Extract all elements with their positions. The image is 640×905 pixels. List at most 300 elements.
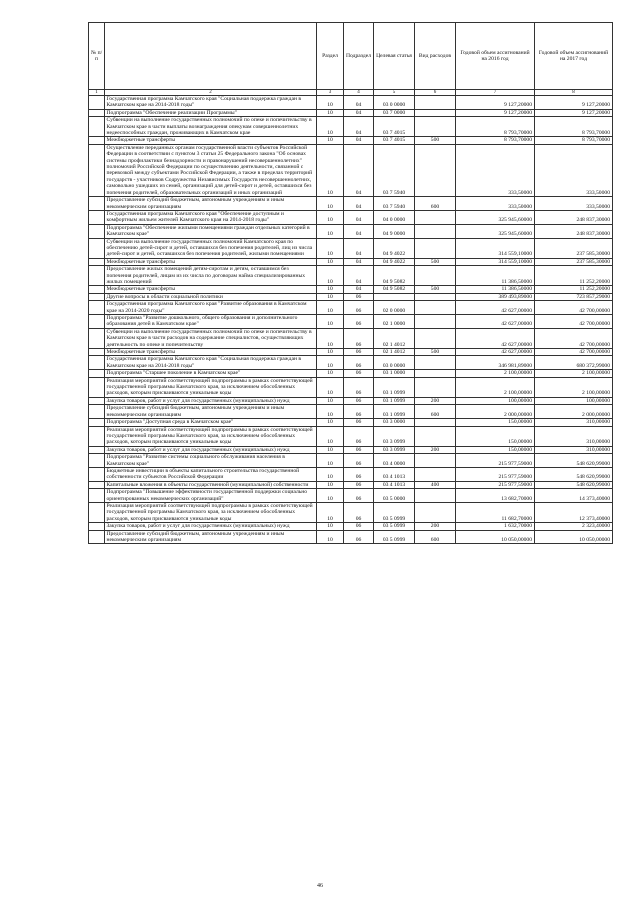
row-statya: 03 4 1013 [374,481,415,488]
row-amount-2016: 100,00000 [456,397,535,404]
row-name: Государственная программа Камчатского края "Социальная поддержка граждан в Камчатском крае на 2014-2018 годы" [105,356,317,370]
row-podrazdel: 04 [344,144,374,196]
table-row [89,293,613,300]
row-podrazdel: 04 [344,197,374,211]
row-vid [415,377,456,397]
row-vid [415,467,456,481]
row-podrazdel: 06 [344,397,374,404]
row-amount-2017: 310,00000 [535,419,613,426]
row-amount-2016: 11 386,50000 [456,286,535,293]
row-name: Осуществление переданных органам государственной власти субъектов Российской Федерации в соответствии с пунктом 3 статьи 25 Федерального закона "Об основах системы профилактики безнадзорности и правонарушений несовершеннолетних" полномочий Российской Федерации по осуществлению деятельности, связанной с перевозкой между субъектами Российской Федерации, а также в пределах территорий государств - участников Содружества Независимых Государств несовершеннолетних, самовольно ушедших из семей, организаций для детей-сирот и детей, оставшихся без попечения родителей, образовательных организаций и иных организаций [105,144,317,196]
row-vid [415,109,456,116]
row-statya: 03 4 0000 [374,454,415,468]
row-razdel: 10 [317,293,344,300]
row-amount-2016: 346 981,89000 [456,356,535,370]
row-vid [415,117,456,137]
table-row [89,349,613,356]
column-number: 4 [344,90,374,96]
table-row [89,258,613,265]
row-vid [415,454,456,468]
row-number [89,109,105,116]
row-number [89,530,105,544]
row-amount-2016: 215 977,59000 [456,481,535,488]
row-name: Субвенции на выполнение государственных полномочий Камчатского края по обеспечению детей-сирот и детей, оставшихся без попечения родителей, лиц из числа детей-сирот и детей, оставшихся без попечения родителей, жилыми помещениями [105,238,317,258]
row-number [89,454,105,468]
row-vid: 600 [415,405,456,419]
header-num: № п/п [89,23,105,90]
row-amount-2017: 237 585,30000 [535,238,613,258]
row-statya: 03 0 0000 [374,356,415,370]
row-amount-2017: 248 837,30000 [535,210,613,224]
row-vid [415,328,456,348]
row-amount-2016: 42 627,00000 [456,301,535,315]
row-statya: 02 0 0000 [374,301,415,315]
table-row [89,489,613,503]
row-razdel: 10 [317,356,344,370]
table-row [89,481,613,488]
table-row [89,446,613,453]
row-vid: 600 [415,530,456,544]
row-vid [415,224,456,238]
row-podrazdel: 06 [344,349,374,356]
row-amount-2017: 333,50000 [535,197,613,211]
row-amount-2016: 42 627,00000 [456,315,535,329]
row-podrazdel: 04 [344,286,374,293]
header-name [105,23,317,90]
row-number [89,96,105,110]
column-number: 1 [89,90,105,96]
table-row [89,266,613,286]
row-number [89,467,105,481]
row-razdel: 10 [317,197,344,211]
row-amount-2017: 42 700,00000 [535,301,613,315]
row-vid [415,293,456,300]
row-amount-2017: 248 837,30000 [535,224,613,238]
row-amount-2017: 9 127,20000 [535,109,613,116]
row-amount-2016: 42 627,00000 [456,349,535,356]
row-podrazdel: 04 [344,117,374,137]
row-vid: 200 [415,446,456,453]
row-amount-2016: 215 977,59000 [456,454,535,468]
header-vid: Вид расходов [415,23,456,90]
table-row [89,377,613,397]
row-vid: 200 [415,523,456,530]
row-statya: 03 1 0999 [374,397,415,404]
row-statya: 03 1 0000 [374,370,415,377]
table-row [89,454,613,468]
row-number [89,328,105,348]
table-row [89,286,613,293]
row-amount-2016: 42 627,00000 [456,328,535,348]
row-amount-2016: 10 050,00000 [456,530,535,544]
row-amount-2016: 150,00000 [456,426,535,446]
row-amount-2016: 2 000,00000 [456,405,535,419]
table-row [89,328,613,348]
row-vid [415,356,456,370]
row-podrazdel: 06 [344,523,374,530]
table-body [89,96,613,544]
row-number [89,238,105,258]
row-razdel: 10 [317,210,344,224]
row-vid: 500 [415,258,456,265]
row-name: Подпрограмма "Доступная среда в Камчатском крае" [105,419,317,426]
row-vid: 200 [415,397,456,404]
row-number [89,419,105,426]
row-amount-2017: 11 252,20000 [535,286,613,293]
row-name: Предоставление субсидий бюджетным, автономным учреждениям и иным некоммерческим организациям [105,197,317,211]
row-name: Межбюджетные трансферты [105,286,317,293]
row-podrazdel: 06 [344,426,374,446]
row-amount-2016: 314 559,10000 [456,258,535,265]
row-amount-2017: 237 585,30000 [535,258,613,265]
row-number [89,370,105,377]
row-vid [415,489,456,503]
table-row [89,301,613,315]
row-statya: 03 3 0999 [374,426,415,446]
table-row [89,109,613,116]
row-podrazdel: 04 [344,137,374,144]
row-razdel: 10 [317,301,344,315]
table-row [89,137,613,144]
row-amount-2016: 8 793,70000 [456,137,535,144]
row-number [89,502,105,522]
header-statya: Целевая статья [374,23,415,90]
table-row [89,197,613,211]
row-statya: 03 5 0999 [374,502,415,522]
row-name: Подпрограмма "Старшее поколение в Камчатском крае" [105,370,317,377]
row-podrazdel: 06 [344,530,374,544]
row-statya: 03 7 5940 [374,144,415,196]
row-name: Бюджетные инвестиции в объекты капитального строительства государственной собственности субъектов Российской Федерации [105,467,317,481]
row-amount-2017: 2 100,00000 [535,370,613,377]
row-razdel: 10 [317,481,344,488]
row-podrazdel: 06 [344,481,374,488]
row-number [89,481,105,488]
table-row [89,419,613,426]
row-number [89,117,105,137]
row-number [89,286,105,293]
row-statya: 03 7 5940 [374,197,415,211]
row-name: Субвенции на выполнение государственных полномочий по опеке и попечительству в Камчатском крае в части выплаты вознаграждения опекунам совершеннолетних недееспособных граждан, проживающих в Камчатском крае [105,117,317,137]
row-name: Реализация мероприятий соответствующей подпрограммы в рамках соответствующей государственной программы Камчатского края, за исключением обособленных расходов, которым присваиваются уникальные коды [105,502,317,522]
row-amount-2017: 8 793,70000 [535,137,613,144]
header-2016: Годовой объем ассигнований на 2016 год [456,23,535,90]
row-razdel: 10 [317,426,344,446]
row-vid [415,370,456,377]
row-vid [415,144,456,196]
row-name: Другие вопросы в области социальной политики [105,293,317,300]
row-amount-2017: 548 620,99000 [535,467,613,481]
table-row [89,523,613,530]
row-amount-2017: 2 000,00000 [535,405,613,419]
row-razdel: 10 [317,286,344,293]
table-row [89,210,613,224]
row-name: Межбюджетные трансферты [105,349,317,356]
row-razdel: 10 [317,117,344,137]
table-header-row [89,23,613,90]
row-number [89,405,105,419]
row-podrazdel: 06 [344,315,374,329]
row-statya: 04 9 5082 [374,266,415,286]
row-amount-2017: 548 620,99000 [535,454,613,468]
table-row [89,405,613,419]
row-razdel: 10 [317,530,344,544]
column-number: 2 [105,90,317,96]
row-amount-2016: 2 100,00000 [456,377,535,397]
row-vid [415,315,456,329]
row-razdel: 10 [317,349,344,356]
row-number [89,210,105,224]
row-number [89,446,105,453]
row-name: Межбюджетные трансферты [105,258,317,265]
row-statya: 03 4 1013 [374,467,415,481]
row-name: Государственная программа Камчатского края "Социальная поддержка граждан в Камчатском крае на 2014-2018 годы" [105,96,317,110]
row-podrazdel: 04 [344,96,374,110]
row-statya: 02 1 4012 [374,349,415,356]
row-amount-2016: 150,00000 [456,446,535,453]
row-statya: 03 5 0000 [374,489,415,503]
row-vid [415,502,456,522]
row-razdel: 10 [317,405,344,419]
row-razdel: 10 [317,266,344,286]
row-name: Государственная программа Камчатского края "Обеспечение доступным и комфортным жильем жителей Камчатского края на 2014-2018 годы" [105,210,317,224]
row-podrazdel: 04 [344,224,374,238]
row-amount-2016: 1 632,70000 [456,523,535,530]
table-row [89,238,613,258]
row-vid [415,266,456,286]
budget-table [88,22,613,544]
row-razdel: 10 [317,446,344,453]
row-statya: 03 7 4015 [374,137,415,144]
row-statya: 04 0 0000 [374,210,415,224]
row-statya: 03 1 0999 [374,377,415,397]
header-podrazdel: Подраздел [344,23,374,90]
row-name: Предоставление жилых помещений детям-сиротам и детям, оставшимся без попечения родителей, лицам из их числа по договорам найма специализированных жилых помещений [105,266,317,286]
row-razdel: 10 [317,144,344,196]
row-vid: 500 [415,137,456,144]
row-name: Закупка товаров, работ и услуг для государственных (муниципальных) нужд [105,523,317,530]
row-amount-2016: 389 493,89000 [456,293,535,300]
row-razdel: 10 [317,502,344,522]
row-vid: 600 [415,197,456,211]
row-amount-2016: 9 127,20000 [456,96,535,110]
row-podrazdel: 06 [344,293,374,300]
row-number [89,523,105,530]
row-number [89,224,105,238]
table-row [89,426,613,446]
row-amount-2017: 8 793,70000 [535,117,613,137]
row-amount-2016: 150,00000 [456,419,535,426]
row-razdel: 10 [317,224,344,238]
row-vid: 400 [415,481,456,488]
row-number [89,301,105,315]
row-podrazdel: 06 [344,454,374,468]
row-amount-2016: 333,50000 [456,144,535,196]
row-razdel: 10 [317,238,344,258]
row-name: Подпрограмма "Обеспечение реализации Программы" [105,109,317,116]
row-number [89,258,105,265]
row-vid [415,210,456,224]
row-razdel: 10 [317,377,344,397]
table-row [89,356,613,370]
row-vid [415,419,456,426]
row-amount-2017: 9 127,20000 [535,96,613,110]
column-number: 8 [535,90,613,96]
column-number: 3 [317,90,344,96]
table-row [89,502,613,522]
row-amount-2016: 325 945,60000 [456,210,535,224]
row-amount-2017: 2 323,40000 [535,523,613,530]
row-number [89,293,105,300]
row-amount-2017: 548 620,99000 [535,481,613,488]
table-row [89,315,613,329]
row-name: Субвенции на выполнение государственных полномочий по опеке и попечительству в Камчатском крае в части расходов на содержание специалистов, осуществляющих деятельность по опеке и попечительству [105,328,317,348]
row-podrazdel: 04 [344,109,374,116]
row-razdel: 10 [317,489,344,503]
row-podrazdel: 06 [344,405,374,419]
row-razdel: 10 [317,454,344,468]
row-statya: 04 9 0000 [374,224,415,238]
row-podrazdel: 06 [344,328,374,348]
row-podrazdel: 04 [344,258,374,265]
row-statya: 04 9 4022 [374,238,415,258]
row-name: Реализация мероприятий соответствующей подпрограммы в рамках соответствующей государственной программы Камчатского края, за исключением обособленных расходов, которым присваиваются уникальные коды [105,377,317,397]
row-vid [415,426,456,446]
row-amount-2017: 42 700,00000 [535,349,613,356]
row-name: Подпрограмма "Повышение эффективности государственной поддержки социально ориентированных некоммерческих организаций" [105,489,317,503]
row-name: Капитальные вложения в объекты государственной (муниципальной) собственности [105,481,317,488]
row-amount-2017: 12 373,40000 [535,502,613,522]
row-amount-2016: 11 682,70000 [456,502,535,522]
row-amount-2017: 310,00000 [535,426,613,446]
row-podrazdel: 06 [344,377,374,397]
row-number [89,137,105,144]
row-number [89,197,105,211]
row-podrazdel: 04 [344,210,374,224]
row-amount-2017: 42 700,00000 [535,315,613,329]
row-razdel: 10 [317,96,344,110]
row-razdel: 10 [317,370,344,377]
row-name: Государственная программа Камчатского края "Развитие образования в Камчатском крае на 2014-2020 годы" [105,301,317,315]
row-statya: 03 3 0999 [374,446,415,453]
row-amount-2016: 8 793,70000 [456,117,535,137]
row-statya: 03 5 0999 [374,523,415,530]
row-amount-2016: 2 100,00000 [456,370,535,377]
row-razdel: 10 [317,137,344,144]
row-razdel: 10 [317,109,344,116]
row-vid: 500 [415,286,456,293]
row-amount-2016: 13 682,70000 [456,489,535,503]
row-statya: 03 0 0000 [374,96,415,110]
column-number: 7 [456,90,535,96]
header-razdel: Раздел [317,23,344,90]
row-statya: 04 9 4022 [374,258,415,265]
row-amount-2017: 42 700,00000 [535,328,613,348]
row-razdel: 10 [317,467,344,481]
header-2017: Годовой объем ассигнований на 2017 год [535,23,613,90]
row-amount-2017: 11 252,20000 [535,266,613,286]
table-row [89,530,613,544]
row-name: Закупка товаров, работ и услуг для государственных (муниципальных) нужд [105,446,317,453]
row-name: Закупка товаров, работ и услуг для государственных (муниципальных) нужд [105,397,317,404]
row-amount-2017: 100,00000 [535,397,613,404]
row-name: Предоставление субсидий бюджетным, автономным учреждениям и иным некоммерческим организациям [105,405,317,419]
row-number [89,426,105,446]
row-razdel: 10 [317,419,344,426]
page-number: 46 [317,883,323,889]
row-number [89,266,105,286]
row-statya: 03 3 0000 [374,419,415,426]
row-podrazdel: 06 [344,502,374,522]
row-number [89,377,105,397]
row-vid [415,238,456,258]
row-podrazdel: 04 [344,266,374,286]
row-statya: 04 9 5082 [374,286,415,293]
row-amount-2016: 215 977,59000 [456,467,535,481]
table-row [89,117,613,137]
row-vid: 500 [415,349,456,356]
row-number [89,144,105,196]
row-number [89,349,105,356]
row-amount-2017: 333,50000 [535,144,613,196]
row-podrazdel: 06 [344,301,374,315]
row-amount-2017: 10 050,00000 [535,530,613,544]
row-statya [374,293,415,300]
row-podrazdel: 06 [344,446,374,453]
row-name: Подпрограмма "Развитие системы социального обслуживания населения в Камчатском крае" [105,454,317,468]
row-podrazdel: 06 [344,419,374,426]
row-amount-2017: 2 100,00000 [535,377,613,397]
table-row [89,397,613,404]
row-podrazdel: 06 [344,489,374,503]
row-name: Межбюджетные трансферты [105,137,317,144]
row-statya: 03 7 4015 [374,117,415,137]
column-number: 6 [415,90,456,96]
column-number: 5 [374,90,415,96]
row-vid [415,96,456,110]
table-row [89,224,613,238]
row-statya: 03 7 0000 [374,109,415,116]
row-statya: 03 5 0999 [374,530,415,544]
row-amount-2017: 14 373,40000 [535,489,613,503]
row-amount-2016: 11 386,50000 [456,266,535,286]
table-row [89,467,613,481]
row-name: Реализация мероприятий соответствующей подпрограммы в рамках соответствующей государственной программы Камчатского края, за исключением обособленных расходов, которым присваиваются уникальные коды [105,426,317,446]
row-number [89,397,105,404]
row-statya: 02 1 4012 [374,328,415,348]
budget-sheet [88,22,612,544]
row-amount-2016: 9 127,20000 [456,109,535,116]
row-amount-2016: 333,50000 [456,197,535,211]
row-razdel: 10 [317,258,344,265]
table-row [89,96,613,110]
row-amount-2017: 723 857,29000 [535,293,613,300]
row-name: Предоставление субсидий бюджетным, автономным учреждениям и иным некоммерческим организациям [105,530,317,544]
row-number [89,489,105,503]
row-name: Подпрограмма "Обеспечение жилыми помещениями граждан отдельных категорий в Камчатском крае" [105,224,317,238]
row-podrazdel: 06 [344,370,374,377]
row-podrazdel: 06 [344,356,374,370]
row-razdel: 10 [317,397,344,404]
row-amount-2017: 680 372,99000 [535,356,613,370]
row-name: Подпрограмма "Развитие дошкольного, общего образования и дополнительного образования детей в Камчатском крае" [105,315,317,329]
row-razdel: 10 [317,328,344,348]
row-razdel: 10 [317,523,344,530]
table-row [89,370,613,377]
row-razdel: 10 [317,315,344,329]
row-amount-2016: 314 559,10000 [456,238,535,258]
row-podrazdel: 04 [344,238,374,258]
